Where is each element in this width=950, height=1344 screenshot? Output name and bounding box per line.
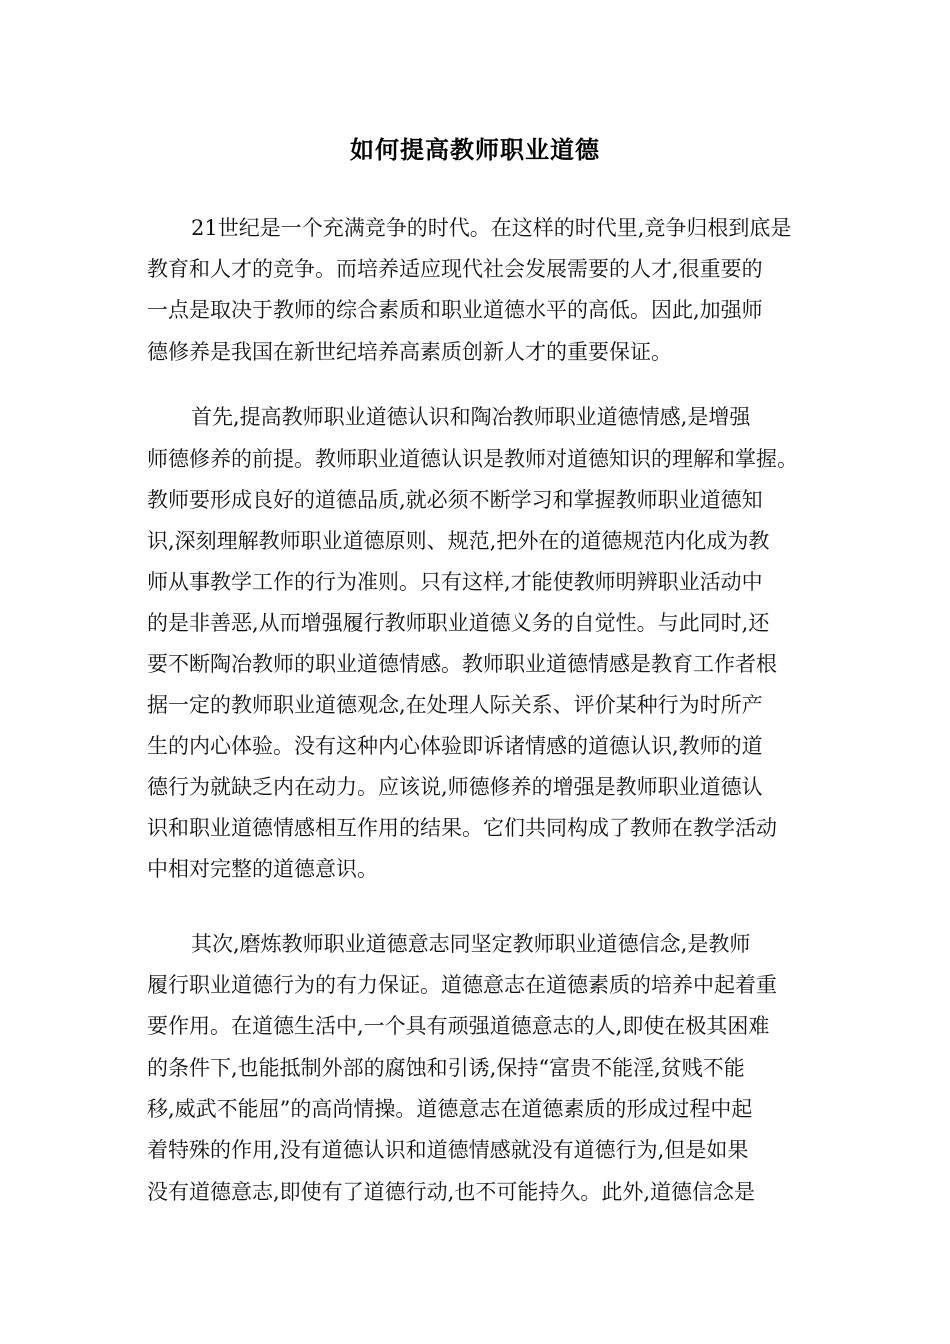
paragraph-2-line-3: 教师要形成良好的道德品质,就必须不断学习和掌握教师职业道德知 bbox=[147, 488, 763, 512]
paragraph-1-line-1: 21世纪是一个充满竞争的时代。在这样的时代里,竞争归根到底是 bbox=[191, 216, 792, 240]
paragraph-3-line-7: 没有道德意志,即使有了道德行动,也不可能持久。此外,道德信念是 bbox=[147, 1180, 756, 1204]
paragraph-1-line-2: 教育和人才的竞争。而培养适应现代社会发展需要的人才,很重要的 bbox=[147, 257, 763, 281]
paragraph-2-line-4: 识,深刻理解教师职业道德原则、规范,把外在的道德规范内化成为教 bbox=[147, 529, 770, 553]
paragraph-3-line-5: 移,威武不能屈”的高尚情操。道德意志在道德素质的形成过程中起 bbox=[147, 1097, 753, 1121]
paragraph-2-line-2: 师德修养的前提。教师职业道德认识是教师对道德知识的理解和掌握。 bbox=[147, 447, 798, 471]
paragraph-3-line-1: 其次,磨炼教师职业道德意志同坚定教师职业道德信念,是教师 bbox=[191, 932, 751, 956]
paragraph-2-line-11: 识和职业道德情感相互作用的结果。它们共同构成了教师在教学活动 bbox=[147, 816, 777, 840]
document-title: 如何提高教师职业道德 bbox=[350, 135, 600, 164]
paragraph-3-line-4: 的条件下,也能抵制外部的腐蚀和引诱,保持“富贵不能淫,贫贱不能 bbox=[147, 1056, 745, 1080]
paragraph-3-line-2: 履行职业道德行为的有力保证。道德意志在道德素质的培养中起着重 bbox=[147, 973, 777, 997]
paragraph-1-line-3: 一点是取决于教师的综合素质和职业道德水平的高低。因此,加强师 bbox=[147, 298, 763, 322]
paragraph-1-line-4: 德修养是我国在新世纪培养高素质创新人才的重要保证。 bbox=[147, 340, 672, 364]
paragraph-2-line-1: 首先,提高教师职业道德认识和陶冶教师职业道德情感,是增强 bbox=[191, 405, 751, 429]
paragraph-2-line-8: 据一定的教师职业道德观念,在处理人际关系、评价某种行为时所产 bbox=[147, 693, 763, 717]
paragraph-3-line-6: 着特殊的作用,没有道德认识和道德情感就没有道德行为,但是如果 bbox=[147, 1138, 749, 1162]
paragraph-2-line-7: 要不断陶冶教师的职业道德情感。教师职业道德情感是教育工作者根 bbox=[147, 652, 777, 676]
paragraph-2-line-12: 中相对完整的道德意识。 bbox=[147, 857, 378, 881]
paragraph-2-line-10: 德行为就缺乏内在动力。应该说,师德修养的增强是教师职业道德认 bbox=[147, 775, 763, 799]
paragraph-3-line-3: 要作用。在道德生活中,一个具有顽强道德意志的人,即使在极其困难 bbox=[147, 1014, 770, 1038]
paragraph-2-line-6: 的是非善恶,从而增强履行教师职业道德义务的自觉性。与此同时,还 bbox=[147, 611, 770, 635]
paragraph-2-line-9: 生的内心体验。没有这种内心体验即诉诸情感的道德认识,教师的道 bbox=[147, 734, 763, 758]
paragraph-2-line-5: 师从事教学工作的行为准则。只有这样,才能使教师明辨职业活动中 bbox=[147, 570, 763, 594]
